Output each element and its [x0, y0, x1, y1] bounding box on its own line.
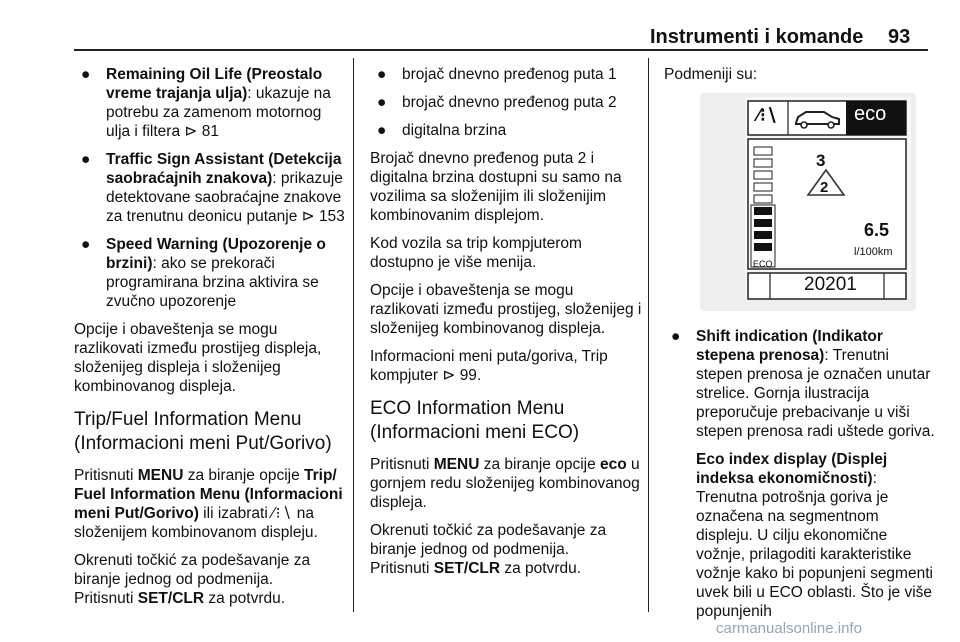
bullet: ● — [81, 236, 91, 253]
paragraph: Kod vozila sa trip kompjuterom dostupno je više menija. — [370, 235, 582, 271]
page-ref[interactable]: 81 — [201, 123, 219, 140]
section-heading: Trip/Fuel Information Menu (Informacioni meni Put/Gorivo) — [74, 409, 332, 454]
item-text: : ako se prekorači programirana brzina aktivira se zvučno upozorenje — [106, 255, 319, 310]
header-rule — [74, 49, 928, 51]
key-label: SET/CLR — [433, 560, 501, 577]
text: Okrenuti točkić za podešavanje za biranje jednog od podmenija. — [74, 552, 311, 588]
column-divider-2 — [648, 58, 649, 612]
odometer-value: 20201 — [804, 274, 857, 295]
gear-upper: 3 — [816, 151, 826, 170]
bullet: ● — [377, 122, 387, 139]
menu-name: Trip/ Fuel Information Menu (Informacioni meni Put/Gorivo) — [74, 467, 343, 522]
text: Pritisnuti — [74, 590, 138, 607]
list-item — [370, 121, 642, 140]
item-text: : Trenutni stepen prenosa je označen unutar strelice. Gornja ilustracija preporučuje prebacivanje u viši stepen prenosa radi uštede goriva. — [696, 347, 935, 440]
list-item — [664, 327, 938, 441]
text: za potvrdu. — [500, 560, 582, 577]
bullet: ● — [81, 66, 91, 83]
bullet: ● — [671, 328, 681, 345]
consumption-value: 6.5 — [864, 220, 890, 240]
page-ref[interactable]: 153 — [318, 208, 345, 225]
paragraph — [370, 455, 642, 512]
gear-current: 2 — [820, 179, 829, 196]
list-item — [370, 93, 642, 112]
text: Informacioni meni puta/goriva, Trip kompjuter — [370, 348, 608, 384]
item-title: Shift indication (Indikator stepena prenosa) — [696, 328, 883, 364]
column-1 — [74, 65, 346, 617]
text: u gornjem redu složenijeg kombinovanog displeja. — [370, 456, 640, 511]
text: Pritisnuti — [74, 467, 138, 484]
eco-segment-bar — [751, 147, 775, 267]
key-label: SET/CLR — [137, 590, 205, 607]
paragraph — [74, 551, 346, 608]
text: Pritisnuti — [370, 560, 434, 577]
eco-icon: eco — [600, 456, 627, 473]
column-2 — [370, 65, 642, 587]
header-title: Instrumenti i komande — [650, 26, 864, 48]
item-title: Eco index display (Displej indeksa ekonomičnosti) — [696, 451, 888, 487]
key-label: MENU — [137, 467, 184, 484]
eco-display-figure — [700, 93, 916, 311]
list-subitem — [664, 450, 938, 621]
page-ref-icon: ⊳ — [184, 123, 198, 140]
list-item — [74, 150, 346, 226]
paragraph: Podmeniji su: — [664, 66, 758, 83]
text: na složenijem kombinovanom displeju. — [74, 505, 318, 541]
page-ref[interactable]: 99 — [459, 367, 477, 384]
key-label: MENU — [433, 456, 480, 473]
paragraph: Informacioni meni puta/goriva, Trip kompjuter ⊳ 99. — [370, 348, 608, 384]
text: za biranje opcije — [479, 456, 601, 473]
item-title: Traffic Sign Assistant (Detekcija saobraćajnih znakova) — [106, 151, 342, 187]
consumption-unit: l/100km — [854, 246, 893, 258]
item-text: : ukazuje na potrebu za zamenom motornog ulja i filtera — [106, 85, 331, 140]
item-text: digitalna brzina — [402, 122, 507, 139]
paragraph — [74, 466, 346, 542]
item-text: : Trenutna potrošnja goriva je označena na segmentnom displeju. U cilju ekonomične vožnje, prilagoditi karakteristike vožnje kako bi popunjeni segmenti uvek bili u ECO oblasti. Što je više popunjenih — [696, 470, 933, 620]
text: ili izabrati — [198, 505, 273, 522]
paragraph — [370, 521, 642, 578]
text: za biranje opcije — [183, 467, 305, 484]
eco-label: ECO — [753, 259, 773, 269]
list-item — [370, 65, 642, 84]
column-divider-1 — [353, 58, 354, 612]
paragraph: Opcije i obaveštenja se mogu razlikovati između prostijeg displeja, složenijeg displeja i složenijeg kombinovanog displeja. — [74, 321, 322, 395]
bullet: ● — [81, 151, 91, 168]
section-heading: ECO Information Menu (Informacioni meni ECO) — [370, 398, 580, 443]
item-text: brojač dnevno pređenog puta 1 — [402, 66, 617, 83]
text: Pritisnuti — [370, 456, 434, 473]
column-3 — [664, 65, 938, 630]
item-text: : prikazuje detektovane saobraćajne znakove za trenutnu deonicu putanje — [106, 170, 343, 225]
bullet: ● — [377, 94, 387, 111]
page-ref-icon: ⊳ — [442, 367, 456, 384]
trip-fuel-icon: ⁄⁝∖ — [272, 505, 293, 522]
page-ref-icon: ⊳ — [301, 208, 315, 225]
trip-fuel-tab-icon: ⁄⁝∖ — [757, 105, 778, 125]
item-text: brojač dnevno pređenog puta 2 — [402, 94, 617, 111]
item-title: Remaining Oil Life (Preostalo vreme trajanja ulja) — [106, 66, 323, 102]
list-item — [74, 235, 346, 311]
text: Okrenuti točkić za podešavanje za biranje jednog od podmenija. — [370, 522, 607, 558]
paragraph: Opcije i obaveštenja se mogu razlikovati između prostijeg, složenijeg i složenijeg kombinovanog displeja. — [370, 282, 642, 337]
bullet: ● — [377, 66, 387, 83]
paragraph: Brojač dnevno pređenog puta 2 i digitalna brzina dostupni su samo na vozilima sa složenijim ili složenijim kombinovanim displejom. — [370, 150, 622, 224]
eco-tab-label: eco — [854, 103, 887, 125]
text: za potvrdu. — [204, 590, 286, 607]
list-item — [74, 65, 346, 141]
item-title: Speed Warning (Upozorenje o brzini) — [106, 236, 326, 272]
page-number: 93 — [888, 26, 911, 48]
watermark: carmanualsonline.info — [716, 620, 862, 637]
